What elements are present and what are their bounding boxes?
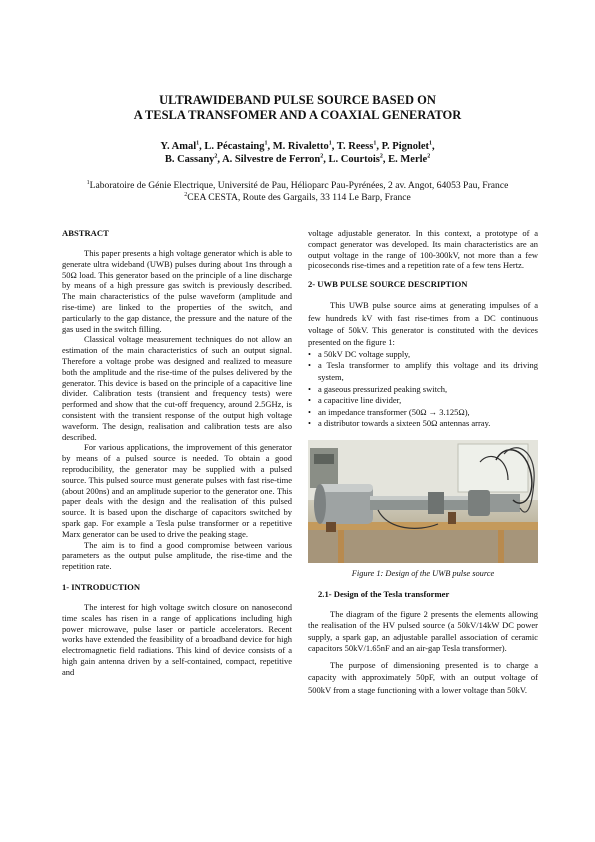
author-affil-mark: 1 <box>373 140 377 147</box>
abstract-heading: ABSTRACT <box>62 228 109 238</box>
author-affil-mark: 2 <box>214 153 218 160</box>
author-separator: , <box>267 141 273 152</box>
author-affil-mark: 1 <box>196 140 200 147</box>
author-separator: , <box>432 141 435 152</box>
author-name: P. Pignolet <box>381 141 430 152</box>
left-column <box>62 228 292 677</box>
introduction-paragraph-continued: voltage adjustable generator. In this context, a prototype of a compact generator was developed. Its main characteristics are an output voltage in the range of 100-300kV, not more than a few picoseconds rise-times and a repetition rate of a few tens Hertz. <box>308 228 538 271</box>
affiliation-text: Laboratoire de Génie Electrique, Université de Pau, Hélioparc Pau-Pyrénées, 2 av. Angot, 64053 Pau, France <box>89 180 509 191</box>
author-separator: , <box>376 141 382 152</box>
affil-mark: 1 <box>86 179 90 186</box>
abstract-paragraph: The aim is to find a good compromise between various parameters as the output pulse amplitude, the rise-time and the repetition rate. <box>62 539 292 572</box>
right-column <box>308 228 538 696</box>
list-item: • a capacitive line divider, <box>308 395 538 407</box>
author-separator: , <box>217 154 223 165</box>
subsection-2-1-heading: 2.1- Design of the Tesla transformer <box>318 588 450 599</box>
list-item: • an impedance transformer (50Ω → 3.125Ω), <box>308 407 538 419</box>
author-name: L. Pécastaing <box>204 141 265 152</box>
device-list <box>308 349 538 430</box>
section-2-heading: 2- UWB PULSE SOURCE DESCRIPTION <box>308 279 468 290</box>
author-name: B. Cassany <box>164 154 215 165</box>
affiliation-2 <box>30 192 565 204</box>
abstract-paragraph: This paper presents a high voltage generator which is able to generate ultra wideband (UWB) pulses during about 1ns through a 50Ω load. This generator based on the principle of a line discharge by means of a high pressure gas switch is previously described. The main characteristics of the pulse waveform (amplitude and rise-time) are linked to the properties of the switch, and particularly to the gap distance, the pressure and the nature of the gas used in the switch filling. <box>62 248 292 334</box>
author-affil-mark: 1 <box>429 140 433 147</box>
author-separator: , <box>331 141 337 152</box>
list-item: • a Tesla transformer to amplify this voltage and its driving system, <box>308 360 538 383</box>
subsection-paragraph: The diagram of the figure 2 presents the elements allowing the realisation of the HV pulsed source (a 50kV/14kW DC power supply, a spark gap, an adjustable parallel association of ceramic capacitors 50kV/1.65nF and an air-gap Tesla transformer). <box>308 608 538 654</box>
list-item: • a gaseous pressurized peaking switch, <box>308 384 538 396</box>
introduction-heading: 1- INTRODUCTION <box>62 581 141 592</box>
author-name: T. Reess <box>336 141 374 152</box>
affil-mark: 2 <box>184 191 188 198</box>
paper-title <box>40 93 555 123</box>
abstract-paragraph: For various applications, the improvement of this generator by means of a pulsed source is needed. To obtain a good reproducibility, the generator may be supplied with a pulsed source. This pulsed source must generate pulses with fast rise-time (about 200ns) and an amplitude superior to the generator one. This paper deals with the design and the realisation of this pulsed source. It is based upon the discharge of capacitors switched by spark gap. For example a Tesla pulse transformer or a repetitive Marx generator can be used to drive the peaking stage. <box>62 442 292 539</box>
abstract-paragraph: Classical voltage measurement techniques do not allow an estimation of the main characteristics of such an output signal. Therefore a voltage probe was designed and realized to measure both the amplitude and the rise-time of the pulses delivered by the generator. This device is based on the principle of a capacitive line divider. Calibration tests (transient and frequency tests) were performed and show that the cut-off frequency, around 2.5GHz, is consistent with the transient response of the output high voltage waveform. The design, realisation and calibration tests are also described. <box>62 334 292 442</box>
introduction-paragraph: The interest for high voltage switch closure on nanosecond time scales has risen in a range of applications including high power microwave, pulse laser or particle accelerators. Recent works have extended the feasibility of a broadband device for high electromagnetic field radiations. This kind of device consists of a high gain antenna driven by a self-contained, compact, repetitive and <box>62 601 292 677</box>
author-separator: , <box>382 154 389 165</box>
affiliations <box>30 180 565 204</box>
affiliation-1 <box>30 180 565 192</box>
figure-1-photo <box>308 440 538 563</box>
author-affil-mark: 2 <box>427 153 431 160</box>
author-affil-mark: 1 <box>328 140 332 147</box>
author-name: A. Silvestre de Ferron <box>222 154 321 165</box>
title-line-1: ULTRAWIDEBAND PULSE SOURCE BASED ON <box>159 93 436 107</box>
list-item: • a distributor towards a sixteen 50Ω antennas array. <box>308 418 538 430</box>
author-affil-mark: 2 <box>379 153 383 160</box>
author-name: L. Courtois <box>328 154 380 165</box>
author-line-1 <box>40 140 555 153</box>
author-separator: , <box>323 154 329 165</box>
affiliation-text: CEA CESTA, Route des Gargails, 33 114 Le Barp, France <box>187 192 411 203</box>
figure-1-caption: Figure 1: Design of the UWB pulse source <box>351 568 495 578</box>
section-2-paragraph: This UWB pulse source aims at generating impulses of a few hundreds kV with fast rise-times from a DC continuous voltage of 50kV. This generator is constituted with the devices presented on the figure 1: <box>308 300 538 348</box>
author-name: M. Rivaletto <box>272 141 329 152</box>
author-line-2 <box>40 153 555 166</box>
list-item: • a 50kV DC voltage supply, <box>308 349 538 361</box>
author-list <box>40 140 555 166</box>
author-affil-mark: 1 <box>264 140 268 147</box>
author-name: Y. Amal <box>160 141 197 152</box>
uwb-source-photo <box>308 440 538 563</box>
subsection-paragraph: The purpose of dimensioning presented is to charge a capacity with approximately 50pF, with an output voltage of 500kV from a stage functioning with a lower voltage than 50kV. <box>308 659 538 695</box>
title-line-2: A TESLA TRANSFOMER AND A COAXIAL GENERATOR <box>133 108 462 122</box>
author-name: E. Merle <box>388 154 428 165</box>
author-affil-mark: 2 <box>320 153 324 160</box>
author-separator: , <box>199 141 205 152</box>
